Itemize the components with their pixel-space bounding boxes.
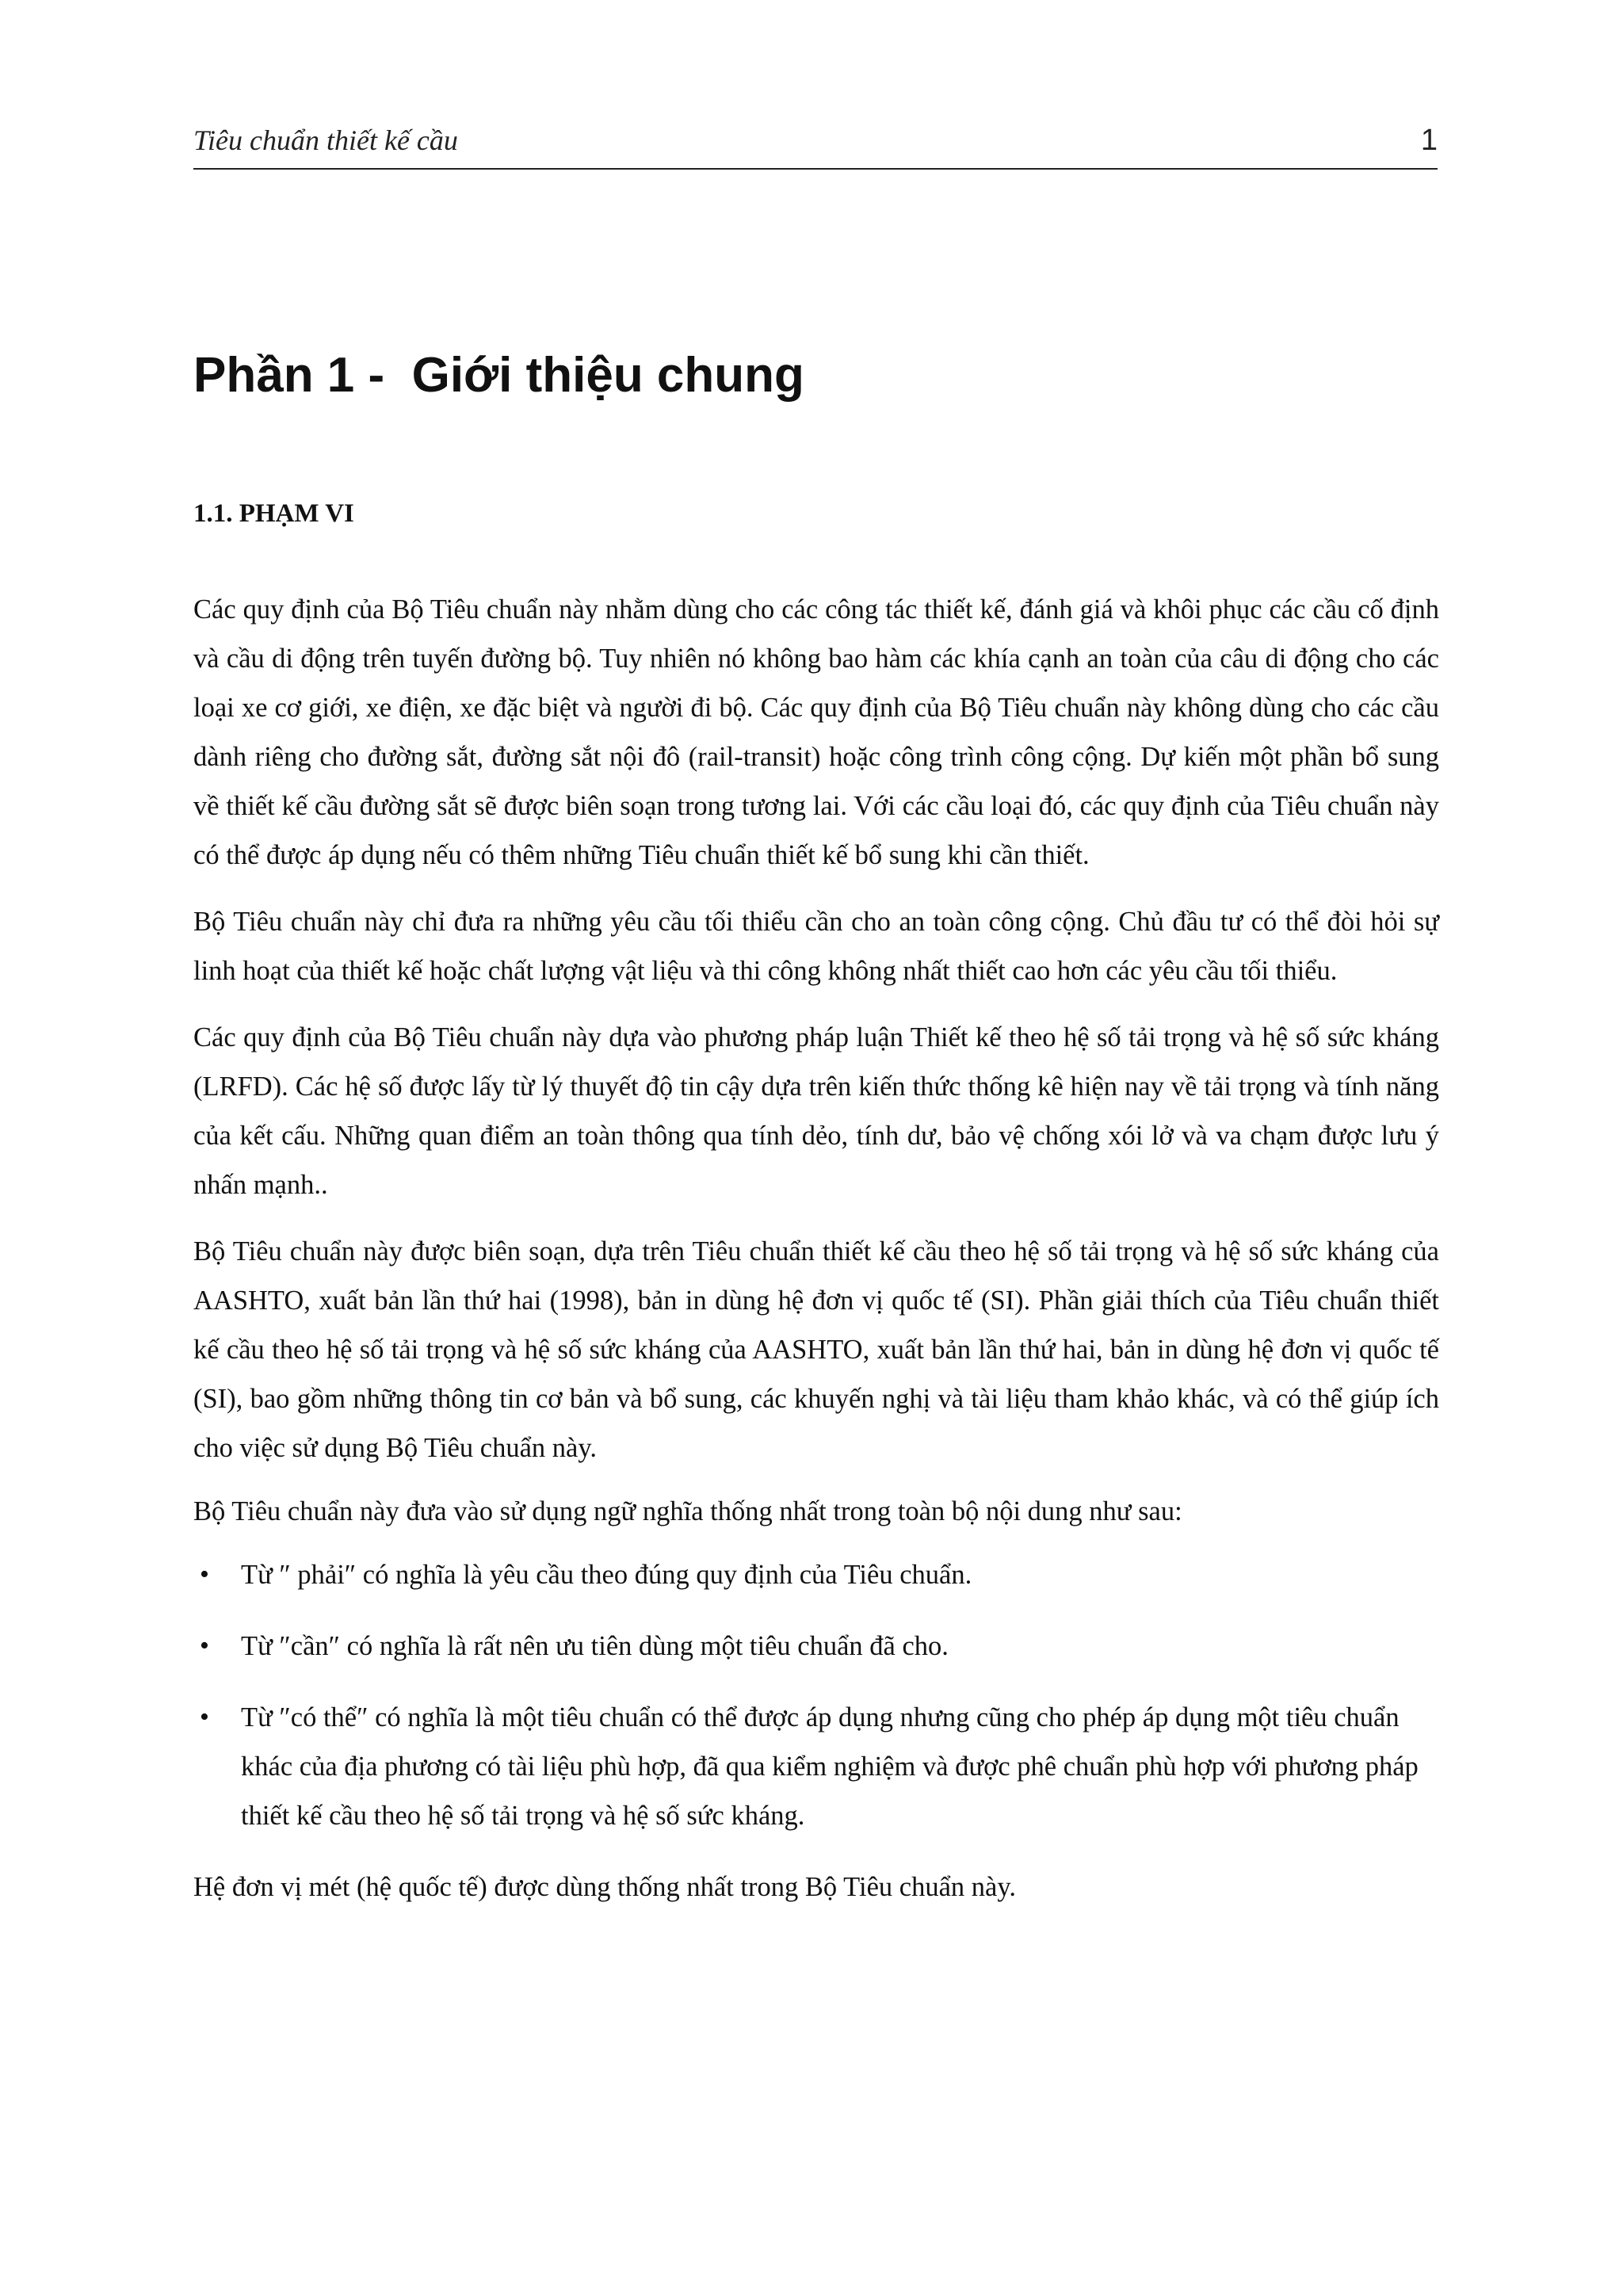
list-item-text: Từ ″ phải″ có nghĩa là yêu cầu theo đúng quy định của Tiêu chuẩn.	[241, 1560, 972, 1590]
paragraph-minimum-requirements: Bộ Tiêu chuẩn này chỉ đưa ra những yêu cầu tối thiểu cần cho an toàn công cộng. Chủ đầu tư có thể đòi hỏi sự linh hoạt của thiết kế hoặc chất lượng vật liệu và thi công không nhất thiết cao hơn các yêu cầu tối thiểu.	[193, 907, 1439, 986]
bullet-icon: •	[200, 1631, 209, 1660]
list-item	[193, 1622, 1439, 1671]
part-title: Phần 1 - Giới thiệu chung	[193, 348, 804, 403]
body-text	[193, 585, 1439, 1929]
terminology-list	[193, 1550, 1439, 1840]
list-item	[193, 1693, 1439, 1840]
paragraph-units: Hệ đơn vị mét (hệ quốc tế) được dùng thống nhất trong Bộ Tiêu chuẩn này.	[193, 1872, 1016, 1902]
running-header	[193, 120, 1438, 170]
list-item-text: Từ ″có thể″ có nghĩa là một tiêu chuẩn có thể được áp dụng nhưng cũng cho phép áp dụng một tiêu chuẩn khác của địa phương có tài liệu phù hợp, đã qua kiểm nghiệm và được phê chuẩn phù hợp với phương pháp thiết kế cầu theo hệ số tải trọng và hệ số sức kháng.	[241, 1702, 1419, 1831]
header-title: Tiêu chuẩn thiết kế cầu	[193, 124, 458, 156]
paragraph-scope: Các quy định của Bộ Tiêu chuẩn này nhằm dùng cho các công tác thiết kế, đánh giá và khôi phục các cầu cố định và cầu di động trên tuyến đường bộ. Tuy nhiên nó không bao hàm các khía cạnh an toàn của câu di động cho các loại xe cơ giới, xe điện, xe đặc biệt và người đi bộ. Các quy định của Bộ Tiêu chuẩn này không dùng cho các cầu dành riêng cho đường sắt, đường sắt nội đô (rail-transit) hoặc công trình công cộng. Dự kiến một phần bổ sung về thiết kế cầu đường sắt sẽ được biên soạn trong tương lai. Với các cầu loại đó, các quy định của Tiêu chuẩn này có thể được áp dụng nếu có thêm những Tiêu chuẩn thiết kế bổ sung khi cần thiết.	[193, 594, 1439, 870]
paragraph-lrfd: Các quy định của Bộ Tiêu chuẩn này dựa vào phương pháp luận Thiết kế theo hệ số tải trọng và hệ số sức kháng (LRFD). Các hệ số được lấy từ lý thuyết độ tin cậy dựa trên kiến thức thống kê hiện nay về tải trọng và tính năng của kết cấu. Những quan điểm an toàn thông qua tính dẻo, tính dư, bảo vệ chống xói lở và va chạm được lưu ý nhấn mạnh..	[193, 1022, 1439, 1200]
paragraph-aashto-basis: Bộ Tiêu chuẩn này được biên soạn, dựa trên Tiêu chuẩn thiết kế cầu theo hệ số tải trọng và hệ số sức kháng của AASHTO, xuất bản lần thứ hai (1998), bản in dùng hệ đơn vị quốc tế (SI). Phần giải thích của Tiêu chuẩn thiết kế cầu theo hệ số tải trọng và hệ số sức kháng của AASHTO, xuất bản lần thứ hai, bản in dùng hệ đơn vị quốc tế (SI), bao gồm những thông tin cơ bản và bổ sung, các khuyến nghị và tài liệu tham khảo khác, và có thể giúp ích cho việc sử dụng Bộ Tiêu chuẩn này.	[193, 1236, 1439, 1463]
list-item	[193, 1550, 1439, 1599]
bullet-icon: •	[200, 1702, 209, 1732]
bullet-icon: •	[200, 1560, 209, 1589]
list-item-text: Từ ″cần″ có nghĩa là rất nên ưu tiên dùng một tiêu chuẩn đã cho.	[241, 1631, 949, 1661]
section-heading: 1.1. PHẠM VI	[193, 499, 354, 528]
page-number: 1	[1420, 124, 1438, 157]
paragraph-terminology-intro: Bộ Tiêu chuẩn này đưa vào sử dụng ngữ nghĩa thống nhất trong toàn bộ nội dung như sau:	[193, 1496, 1182, 1526]
